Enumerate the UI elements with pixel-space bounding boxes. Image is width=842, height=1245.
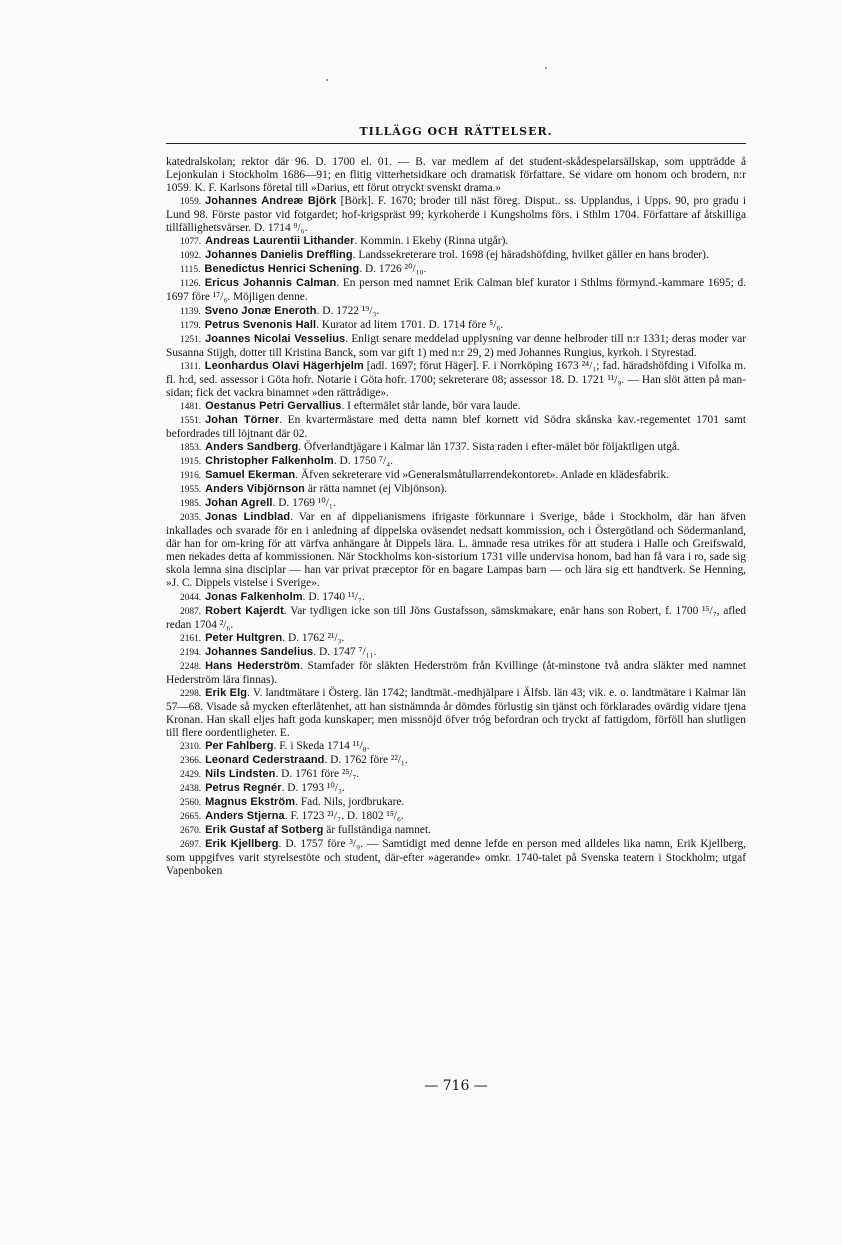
- entry-item: [166, 455, 746, 469]
- entry-text: . Stamfader för släkten Hederström från Kvillinge (åt-minstone två andra släkter med namnet Hederström lära finnas).: [166, 659, 746, 686]
- entry-name: Johan Agrell: [205, 497, 273, 510]
- header-rule: [166, 143, 746, 144]
- entry-text: . Landssekreterare trol. 1698 (ej häradshöfding, hvilket gäller en hans broder).: [352, 249, 709, 262]
- entry-item: [166, 195, 746, 235]
- entry-text: är rätta namnet (ej Vibjönson).: [305, 483, 448, 496]
- entries-body: [166, 156, 746, 878]
- entry-text: . Äfven sekreterare vid »Generalsmåtullarrendekontoret». Anlade en klädesfabrik.: [295, 469, 669, 482]
- entry-text: . D. 1726 ²⁰/₁₀.: [359, 263, 427, 276]
- entry-item: [166, 469, 746, 483]
- print-speck: [326, 79, 328, 81]
- entry-name: Erik Kjellberg: [205, 838, 279, 851]
- entry-text: . F. i Skeda 1714 ¹¹/₈.: [273, 740, 370, 753]
- entry-item: [166, 263, 746, 277]
- intro-paragraph: katedralskolan; rektor där 96. D. 1700 el. 01. — B. var medlem af det student-skådespelarsällskap, som uppträdde å Lejonkulan i Stockholm 1686—91; en flitig vitterhetsidkare och dramatisk författare. Se vidare om honom och brodern, n:r 1059. K. F. Karlsons företal till »Darius, ett förut otryckt svenskt drama.»: [166, 156, 746, 195]
- entry-text: . F. 1723 ²¹/₇. D. 1802 ¹⁵/₆.: [284, 810, 404, 823]
- entry-item: [166, 277, 746, 304]
- entry-name: Peter Hultgren: [205, 631, 283, 644]
- entry-text: . D. 1793 ¹⁰/₃.: [281, 782, 345, 795]
- entry-number: 2248.: [180, 661, 202, 672]
- entry-item: [166, 782, 746, 796]
- entry-name: Johannes Sandelius: [205, 645, 314, 658]
- entry-name: Erik Gustaf af Sotberg: [205, 824, 324, 837]
- entry-name: Leonard Cederstraand: [205, 754, 325, 767]
- entry-text: . Kommin. i Ekeby (Rinna utgår).: [354, 235, 509, 248]
- entry-item: [166, 511, 746, 590]
- entry-text: [adl. 1697; förut Häger]. F. i Norrköping 1673 ²⁴/₁; fad. häradshöfding i Vifolka m. fl. h:d, sed. assessor i Göta hofr. Notarie i Göta hofr. 1700; sekreterare 08; assessor 18. D. 1721 ¹¹/₉. — Han slöt ätten på man-sidan; fick det vackra binamnet »den rättrådige».: [166, 359, 746, 399]
- entry-number: 2087.: [180, 606, 202, 617]
- entry-text: . Kurator ad litem 1701. D. 1714 före ⁵/₆.: [316, 318, 504, 331]
- entry-number: 1179.: [180, 320, 201, 331]
- entry-name: Anders Stjerna: [205, 810, 285, 823]
- entry-name: Nils Lindsten: [205, 768, 276, 781]
- entry-text: . V. landtmätare i Österg. län 1742; landtmät.-medhjälpare i Älfsb. län 43; vik. e. o. landtmätare i Kalmar län 57—68. Visade så mycken efterlåtenhet, att han sistnämnda år dömdes förlustig sin tjänst och förklarades ovärdig vidare tjena Kronan. Han skall eljes haft goda kunskaper; men missnöjd öfver tróg befordran och tryckt af fattigdom, förföll han slutligen till flere oordentligheter. E.: [166, 686, 746, 739]
- entry-number: 2665.: [180, 812, 202, 823]
- entry-item: [166, 660, 746, 687]
- entry-item: [166, 441, 746, 455]
- entry-number: 1139.: [180, 306, 201, 317]
- entry-text: . Öfverlandtjägare i Kalmar län 1737. Sista raden i efter-mälet bör följaktligen utgå.: [298, 440, 680, 453]
- entry-text: . Enligt senare meddelad upplysning var denne helbroder till n:r 1331; deras moder var Susanna Stijgh, dotter till Kristina Banck, som var gift 1) med n:r 29, 2) med Johannes Rungius, kyrkoh. i Styrestad.: [166, 332, 746, 359]
- entry-name: Johannes Danielis Dreffling: [205, 249, 353, 262]
- entry-item: [166, 632, 746, 646]
- entry-text: . D. 1750 ⁷/₄.: [333, 455, 394, 468]
- entry-number: 2670.: [180, 826, 202, 837]
- entry-item: [166, 414, 746, 441]
- entry-text: . D. 1762 före ²²/₁.: [324, 754, 408, 767]
- entry-text: . I eftermälet står lande, bör vara laude.: [341, 399, 521, 412]
- entry-number: 1115.: [180, 265, 201, 276]
- entry-item: [166, 360, 746, 400]
- entry-number: 1985.: [180, 499, 202, 510]
- entry-item: [166, 319, 746, 333]
- entry-number: 2035.: [180, 513, 202, 524]
- entry-item: [166, 605, 746, 632]
- entry-number: 1915.: [180, 457, 202, 468]
- entry-text: är fullständiga namnet.: [323, 824, 431, 837]
- entry-name: Oestanus Petri Gervallius: [205, 399, 342, 412]
- entry-text: . D. 1747 ⁷/₁₁.: [313, 645, 377, 658]
- entry-number: 2366.: [180, 756, 202, 767]
- entry-name: Johan Törner: [205, 413, 280, 426]
- entry-number: 2310.: [180, 742, 202, 753]
- entry-number: 2438.: [180, 784, 202, 795]
- print-speck: [545, 67, 547, 69]
- entry-number: 1059.: [180, 197, 202, 208]
- entry-name: Christopher Falkenholm: [205, 455, 334, 468]
- entry-item: [166, 754, 746, 768]
- entry-item: [166, 483, 746, 497]
- entry-name: Sveno Jonæ Eneroth: [204, 304, 317, 317]
- entry-name: Anders Vibjörnson: [205, 483, 305, 496]
- entry-number: 1916.: [180, 471, 202, 482]
- entry-text: . D. 1757 före ³/₉. — Samtidigt med denne lefde en person med alldeles lika namn, Erik Kjellberg, som uppgifves varit styrelsestöte och student, där-efter »agerande» omkr. 1740-talet på Svenska teatern i Stockholm; utgaf Vapenboken: [166, 838, 746, 878]
- entry-item: [166, 591, 746, 605]
- entry-name: Jonas Falkenholm: [205, 590, 303, 603]
- entry-name: Jonas Lindblad: [205, 511, 291, 524]
- entry-name: Benedictus Henrici Schening: [204, 263, 360, 276]
- entry-number: 2560.: [180, 798, 202, 809]
- entry-text: . D. 1761 före ²⁵/₇.: [275, 768, 360, 781]
- entry-number: 2194.: [180, 647, 202, 658]
- entry-item: [166, 824, 746, 838]
- entry-number: 1251.: [180, 334, 202, 345]
- entry-text: . D. 1762 ²¹/₃.: [282, 631, 345, 644]
- entry-number: 1853.: [180, 442, 202, 453]
- entry-name: Magnus Ekström: [205, 796, 296, 809]
- entry-number: 1092.: [180, 251, 202, 262]
- entry-text: . Fad. Nils, jordbrukare.: [295, 796, 405, 809]
- entry-item: [166, 810, 746, 824]
- entry-text: . En kvartermästare med detta namn blef kornett vid Södra skånska kav.-regementet 1701 samt befordrades till löjtnant där 02.: [166, 413, 746, 440]
- entry-item: [166, 646, 746, 660]
- entry-item: [166, 249, 746, 263]
- entry-name: Ericus Johannis Calman: [204, 277, 337, 290]
- entry-item: [166, 838, 746, 878]
- entry-name: Per Fahlberg: [205, 740, 274, 753]
- entry-text: . D. 1722 ¹⁹/₃.: [316, 304, 380, 317]
- entry-item: [166, 305, 746, 319]
- entry-name: Hans Hederström: [205, 659, 301, 672]
- entry-number: 2044.: [180, 592, 202, 603]
- entry-text: . D. 1740 ¹¹/₇.: [302, 590, 365, 603]
- entry-name: Andreas Laurentii Lithander: [205, 235, 355, 248]
- entry-name: Samuel Ekerman: [205, 469, 296, 482]
- entry-number: 1955.: [180, 485, 202, 496]
- entry-item: [166, 235, 746, 249]
- entry-item: [166, 497, 746, 511]
- entry-name: Leonhardus Olavi Hägerhjelm: [204, 359, 364, 372]
- entry-text: . En person med namnet Erik Calman blef kurator i Sthlms förmynd.-kammare 1695; d. 1697 före ¹⁷/₆. Möjligen denne.: [166, 277, 746, 304]
- entry-text: . Var en af dippelianismens ifrigaste förkunnare i Sverige, både i Stockholm, där han äfven inkallades och svarade för en i anledning af dippelska oväsendet nedsatt kommission, och i Östergötland och Södermanland, där han for om-kring för att värfva anhängare åt Dippels lära. L. ämnade resa utrikes för att studera i Halle och Greifswald, men nekades detta af kommissionen. När Stockholms kon-sistorium 1731 ville undervisa honom, bad han få vara i ro, sade sig skola lemna sina disciplar — han var privat præceptor för en bagare Lampas barn — och lära sig ett handtverk. Se Henning, »J. C. Dippels vistelse i Sverige».: [166, 511, 746, 590]
- entry-text: . D. 1769 ¹⁰/₁.: [272, 497, 336, 510]
- running-header: TILLÄGG OCH RÄTTELSER.: [359, 125, 553, 138]
- entry-item: [166, 796, 746, 810]
- entry-number: 1126.: [180, 279, 201, 290]
- entry-name: Joannes Nicolai Vesselius: [205, 332, 346, 345]
- entry-text: [Börk]. F. 1670; broder till näst föreg. Disput.. ss. Upplandus, i Upps. 90, pro gradu i Lund 98. Förste pastor vid fotgardet; hof-krigspräst 99; kyrkoherde i Kungsholms förs. i Sthlm 1704. Författare af åtskilliga tillfällighetsvärser. D. 1714 ⁹/₆.: [166, 195, 746, 235]
- entry-number: 2429.: [180, 770, 202, 781]
- entry-item: [166, 768, 746, 782]
- entry-name: Anders Sandberg: [205, 440, 299, 453]
- entry-name: Erik Elg: [205, 686, 248, 699]
- entry-text: . Var tydligen icke son till Jöns Gustafsson, sämskmakare, enär hans son Robert, f. 1700 ¹⁵/₇, afled redan 1704 ²/₆.: [166, 604, 746, 631]
- entry-item: [166, 333, 746, 360]
- entry-number: 1311.: [180, 361, 201, 372]
- entry-number: 2161.: [180, 633, 202, 644]
- entry-name: Petrus Svenonis Hall: [204, 318, 317, 331]
- entry-number: 1481.: [180, 401, 202, 412]
- entry-item: [166, 687, 746, 740]
- entry-number: 1551.: [180, 415, 202, 426]
- entry-item: [166, 740, 746, 754]
- entry-number: 2697.: [180, 840, 202, 851]
- page-number: — 716 —: [424, 1078, 488, 1094]
- entry-item: [166, 400, 746, 414]
- entry-name: Johannes Andreæ Björk: [205, 195, 337, 208]
- entry-number: 2298.: [180, 688, 202, 699]
- entry-number: 1077.: [180, 237, 202, 248]
- entry-name: Robert Kajerdt: [205, 604, 284, 617]
- entry-name: Petrus Regnér: [205, 782, 282, 795]
